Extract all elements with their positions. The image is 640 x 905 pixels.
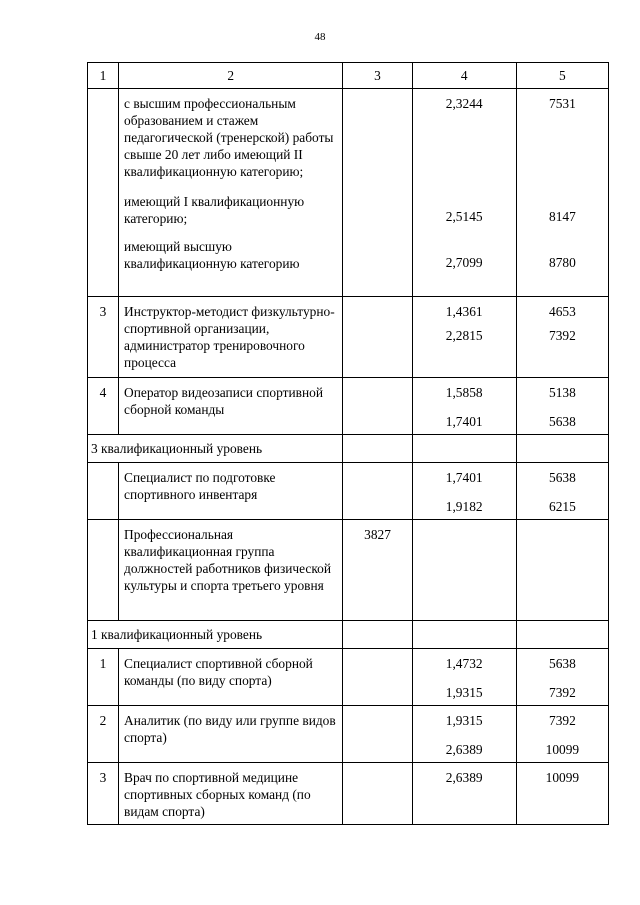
- table-row: [88, 89, 609, 297]
- salary-value: 8147: [549, 209, 576, 224]
- row-number: 4: [88, 378, 119, 435]
- salary-value: 6215: [549, 499, 576, 514]
- table-row: [88, 297, 609, 378]
- base-salary: 3827: [343, 520, 412, 621]
- row-number: 3: [88, 763, 119, 825]
- table-header-row: [88, 63, 609, 89]
- coefficient: 1,7401: [445, 470, 483, 485]
- qualification-level: 3 квалификационный уровень: [88, 435, 343, 463]
- header-cell: 3: [343, 63, 412, 89]
- coefficient: 1,4732: [445, 656, 483, 671]
- salary-value: 7392: [549, 328, 576, 343]
- header-cell: 1: [88, 63, 119, 89]
- table-row: [88, 378, 609, 435]
- header-cell: 2: [119, 63, 343, 89]
- page-number: 48: [314, 31, 326, 43]
- coefficient: 1,9315: [445, 685, 483, 700]
- position-name: Аналитик (по виду или группе видов спорта): [119, 706, 343, 763]
- group-name: Профессиональная квалификационная группа должностей работников физической культуры и спорта третьего уровня: [119, 520, 343, 621]
- position-name: Врач по спортивной медицине спортивных сборных команд (по видам спорта): [119, 763, 343, 825]
- coefficient: 1,5858: [445, 385, 483, 400]
- position-name: Инструктор-методист физкультурно-спортивной организации, администратор тренировочного процесса: [119, 297, 343, 378]
- table-row: [88, 763, 609, 825]
- coefficient: 1,4361: [445, 304, 483, 319]
- coefficient: 2,5145: [445, 209, 483, 224]
- table-row: [88, 649, 609, 706]
- category-text: имеющий I квалификационную категорию;: [124, 194, 305, 226]
- header-cell: 4: [412, 63, 516, 89]
- position-name: Оператор видеозаписи спортивной сборной команды: [119, 378, 343, 435]
- table-row: [88, 706, 609, 763]
- salary-value: 7392: [549, 685, 576, 700]
- coefficient: 2,2815: [445, 328, 483, 343]
- coefficient: 2,6389: [445, 770, 483, 785]
- salary-value: 4653: [549, 304, 576, 319]
- table-row: [88, 621, 609, 649]
- coefficient: 2,6389: [445, 742, 483, 757]
- coefficient: 2,3244: [445, 96, 483, 111]
- row-number: 2: [88, 706, 119, 763]
- salary-table: [87, 62, 609, 825]
- salary-value: 5638: [549, 470, 576, 485]
- coefficient: 2,7099: [445, 255, 483, 270]
- header-cell: 5: [516, 63, 608, 89]
- coefficient: 1,7401: [445, 414, 483, 429]
- qualification-level: 1 квалификационный уровень: [88, 621, 343, 649]
- category-text: с высшим профессиональным образованием и стажем педагогической (тренерской) работы свыше 20 лет либо имеющий II квалификационную категорию;: [124, 96, 334, 179]
- position-name: Специалист по подготовке спортивного инвентаря: [119, 463, 343, 520]
- salary-value: 5138: [549, 385, 576, 400]
- row-number: 3: [88, 297, 119, 378]
- coefficient: 1,9315: [445, 713, 483, 728]
- salary-value: 10099: [545, 742, 580, 757]
- table-row: [88, 435, 609, 463]
- salary-value: 5638: [549, 656, 576, 671]
- category-text: имеющий высшую квалификационную категорию: [124, 239, 300, 271]
- row-number: 1: [88, 649, 119, 706]
- salary-value: 10099: [545, 770, 580, 785]
- salary-value: 7531: [549, 96, 576, 111]
- table-row: [88, 520, 609, 621]
- salary-value: 7392: [549, 713, 576, 728]
- salary-value: 8780: [549, 255, 576, 270]
- salary-value: 5638: [549, 414, 576, 429]
- position-name: Специалист спортивной сборной команды (по виду спорта): [119, 649, 343, 706]
- table-row: [88, 463, 609, 520]
- coefficient: 1,9182: [445, 499, 483, 514]
